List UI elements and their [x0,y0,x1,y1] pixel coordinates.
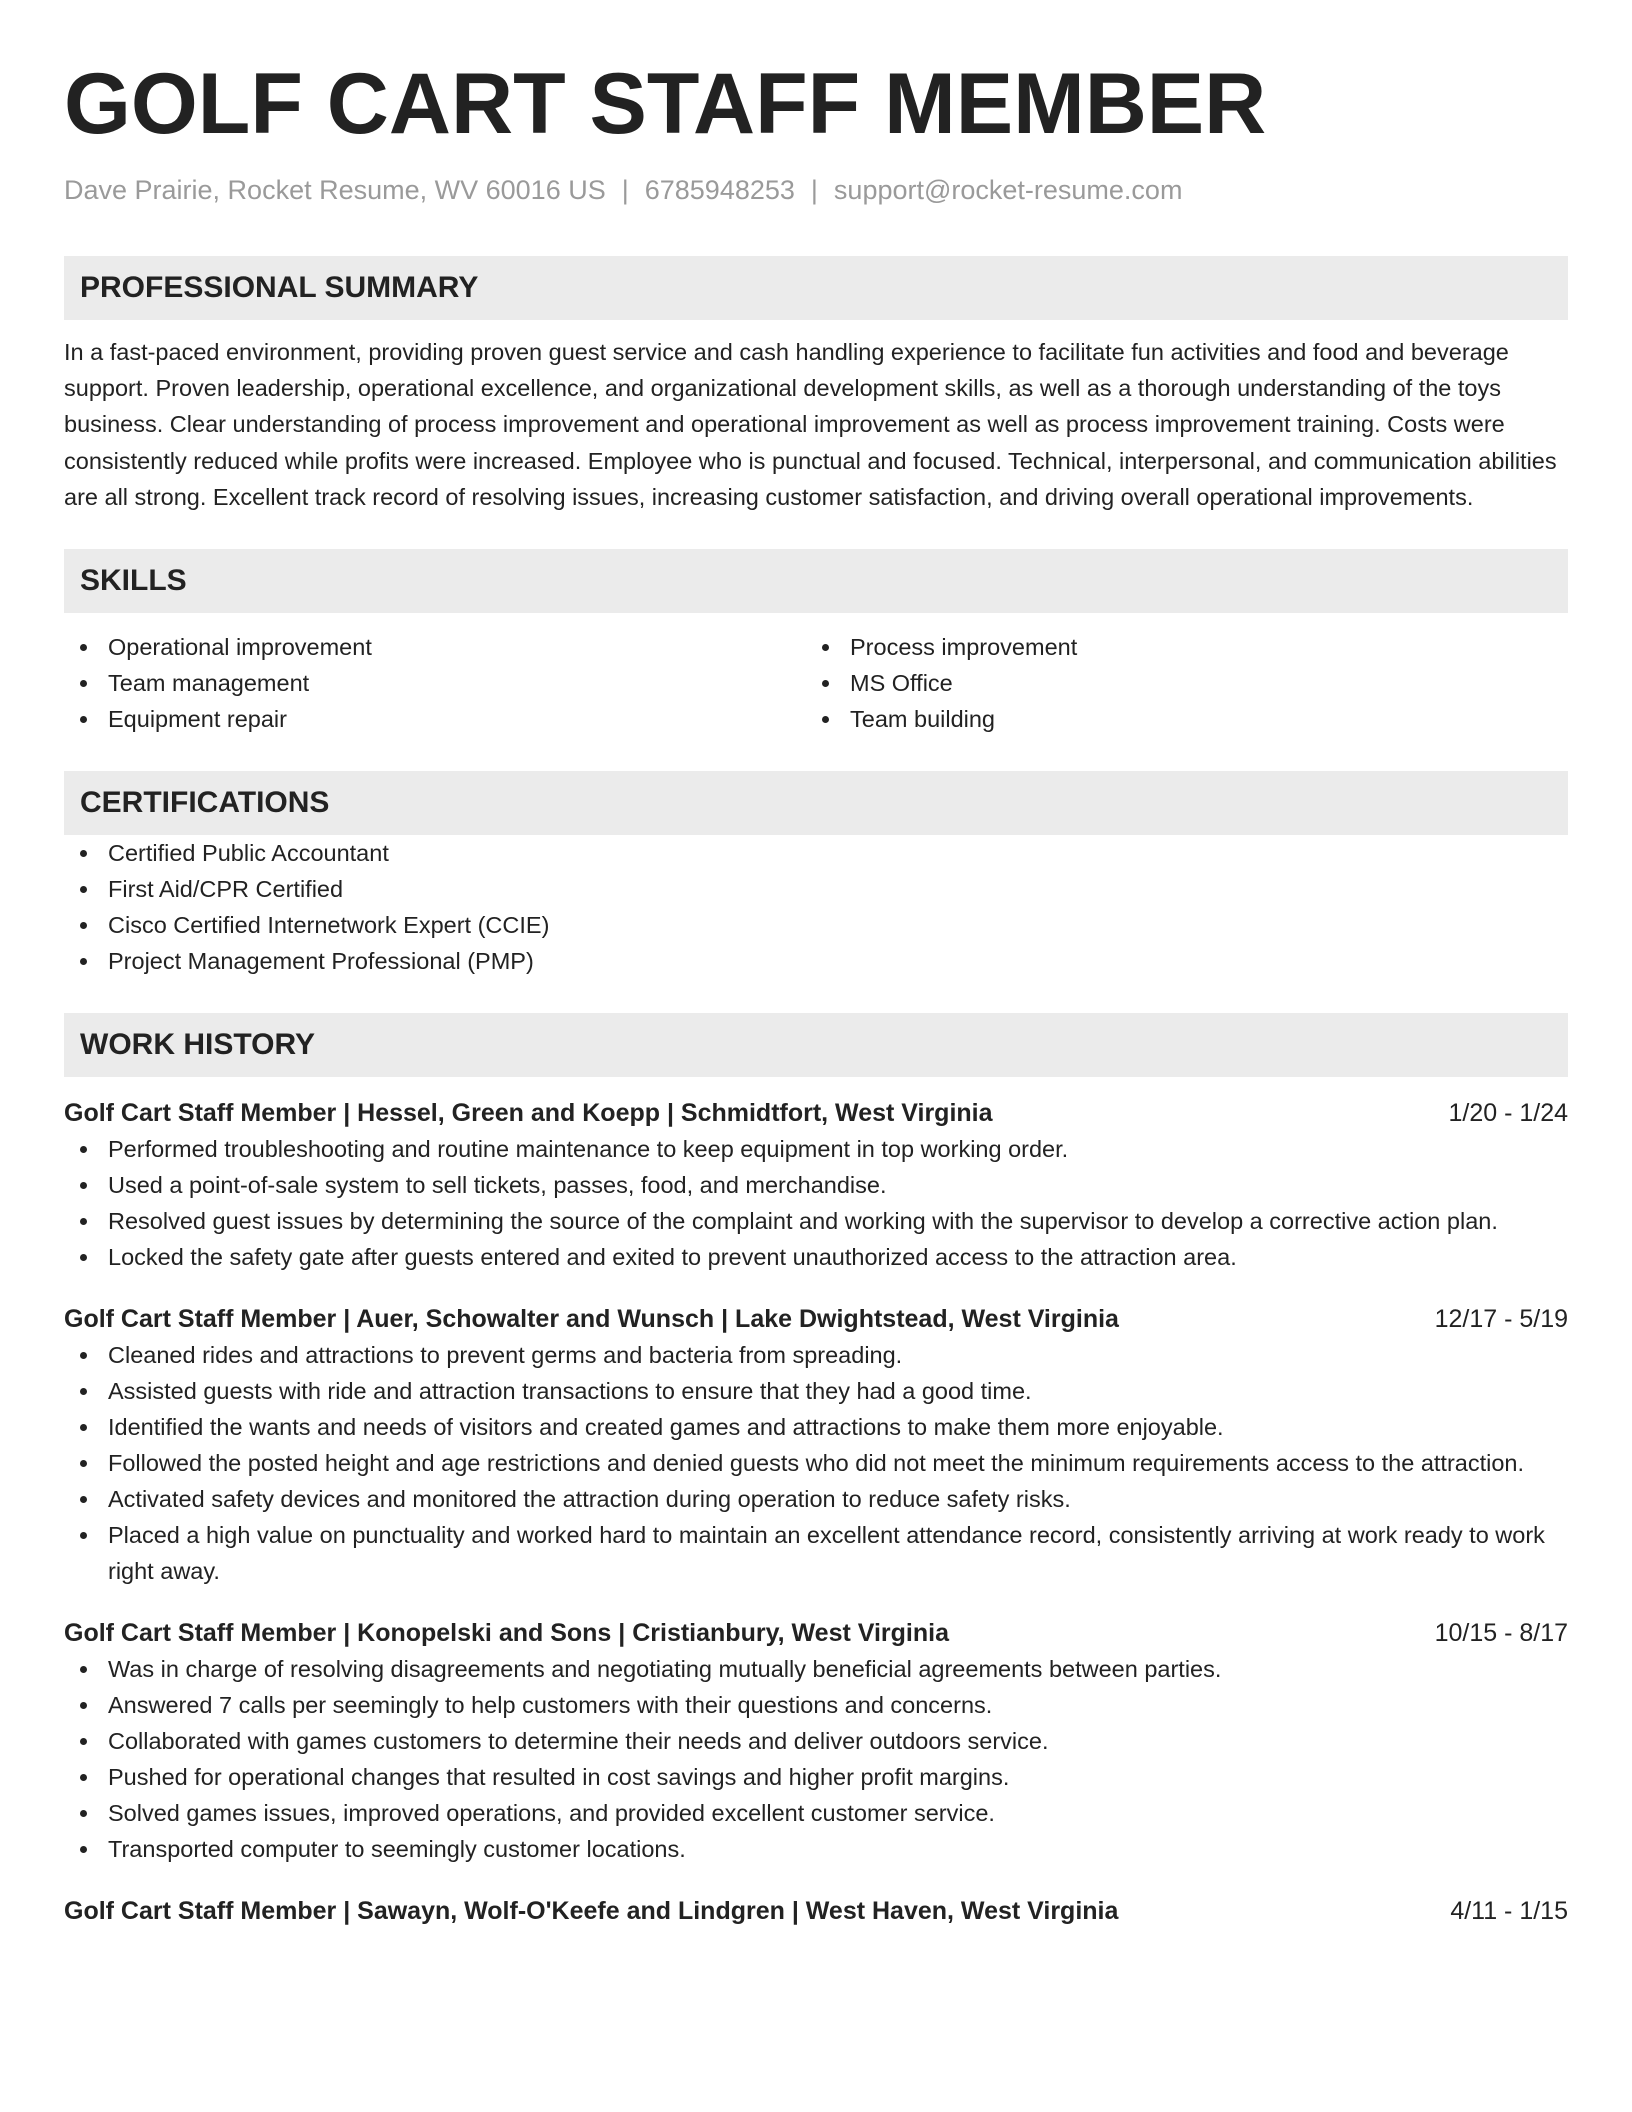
skill-item: Team building [806,701,1548,737]
skills-grid [64,629,1568,737]
job-header [64,1301,1568,1337]
job-bullet: Cleaned rides and attractions to prevent germs and bacteria from spreading. [64,1337,1568,1373]
certification-item: Project Management Professional (PMP) [64,943,1568,979]
job-bullet-list [64,1337,1568,1589]
job-bullet: Answered 7 calls per seemingly to help customers with their questions and concerns. [64,1687,1568,1723]
section-header-summary: PROFESSIONAL SUMMARY [64,256,1568,320]
job-bullet: Placed a high value on punctuality and worked hard to maintain an excellent attendance record, consistently arriving at work ready to work right away. [64,1517,1568,1589]
job-heading: Golf Cart Staff Member | Sawayn, Wolf-O'Keefe and Lindgren | West Haven, West Virginia [64,1897,1119,1926]
job-bullet: Pushed for operational changes that resulted in cost savings and higher profit margins. [64,1759,1568,1795]
skill-item: Process improvement [806,629,1548,665]
skills-list-right [806,629,1548,737]
job-dates: 4/11 - 1/15 [1450,1897,1568,1926]
skills-column-right [806,629,1548,737]
contact-separator: | [810,175,818,205]
skills-list-left [64,629,806,737]
job-bullet-list [64,1131,1568,1275]
job-header [64,1095,1568,1131]
contact-line [64,172,1568,208]
job-entry [64,1095,1568,1275]
resume-name-title: GOLF CART STAFF MEMBER [64,56,1267,152]
job-header [64,1893,1568,1929]
job-dates: 12/17 - 5/19 [1434,1305,1568,1334]
certifications-list [64,835,1568,979]
job-bullet: Assisted guests with ride and attraction transactions to ensure that they had a good time. [64,1373,1568,1409]
job-bullet: Resolved guest issues by determining the source of the complaint and working with the supervisor to develop a corrective action plan. [64,1203,1568,1239]
job-bullet: Used a point-of-sale system to sell tickets, passes, food, and merchandise. [64,1167,1568,1203]
contact-email: support@rocket-resume.com [833,175,1183,205]
section-header-skills: SKILLS [64,549,1568,613]
job-bullet: Identified the wants and needs of visitors and created games and attractions to make them more enjoyable. [64,1409,1568,1445]
job-bullet: Activated safety devices and monitored the attraction during operation to reduce safety risks. [64,1481,1568,1517]
contact-separator: | [621,175,629,205]
job-entry [64,1301,1568,1589]
job-bullet: Performed troubleshooting and routine maintenance to keep equipment in top working order. [64,1131,1568,1167]
skill-item: Team management [64,665,806,701]
job-header [64,1615,1568,1651]
job-entry [64,1615,1568,1867]
certification-item: Cisco Certified Internetwork Expert (CCIE) [64,907,1568,943]
summary-text: In a fast-paced environment, providing proven guest service and cash handling experience to facilitate fun activities and food and beverage support. Proven leadership, operational excellence, and organizational development skills, as well as a thorough understanding of the toys business. Clear understanding of process improvement and operational improvement as well as process improvement training. Costs were consistently reduced while profits were increased. Employee who is punctual and focused. Technical, interpersonal, and communication abilities are all strong. Excellent track record of resolving issues, increasing customer satisfaction, and driving overall operational improvements. [64,339,1557,510]
section-header-work-history: WORK HISTORY [64,1013,1568,1077]
skill-item: Equipment repair [64,701,806,737]
job-heading: Golf Cart Staff Member | Konopelski and Sons | Cristianbury, West Virginia [64,1619,949,1648]
certification-item: First Aid/CPR Certified [64,871,1568,907]
job-bullet: Solved games issues, improved operations, and provided excellent customer service. [64,1795,1568,1831]
job-entry [64,1893,1568,1929]
section-header-certifications: CERTIFICATIONS [64,771,1568,835]
job-bullet: Transported computer to seemingly customer locations. [64,1831,1568,1867]
job-bullet: Locked the safety gate after guests entered and exited to prevent unauthorized access to the attraction area. [64,1239,1568,1275]
skills-column-left [64,629,806,737]
job-heading: Golf Cart Staff Member | Hessel, Green and Koepp | Schmidtfort, West Virginia [64,1099,993,1128]
job-bullet-list [64,1651,1568,1867]
job-heading: Golf Cart Staff Member | Auer, Schowalter and Wunsch | Lake Dwightstead, West Virginia [64,1305,1119,1334]
job-dates: 10/15 - 8/17 [1434,1619,1568,1648]
contact-address: Dave Prairie, Rocket Resume, WV 60016 US [64,175,606,205]
certification-item: Certified Public Accountant [64,835,1568,871]
skill-item: MS Office [806,665,1548,701]
job-bullet: Followed the posted height and age restrictions and denied guests who did not meet the minimum requirements access to the attraction. [64,1445,1568,1481]
skill-item: Operational improvement [64,629,806,665]
job-bullet: Was in charge of resolving disagreements and negotiating mutually beneficial agreements between parties. [64,1651,1568,1687]
contact-phone: 6785948253 [644,175,795,205]
job-dates: 1/20 - 1/24 [1448,1099,1568,1128]
job-bullet: Collaborated with games customers to determine their needs and deliver outdoors service. [64,1723,1568,1759]
resume-page [64,0,1568,1929]
